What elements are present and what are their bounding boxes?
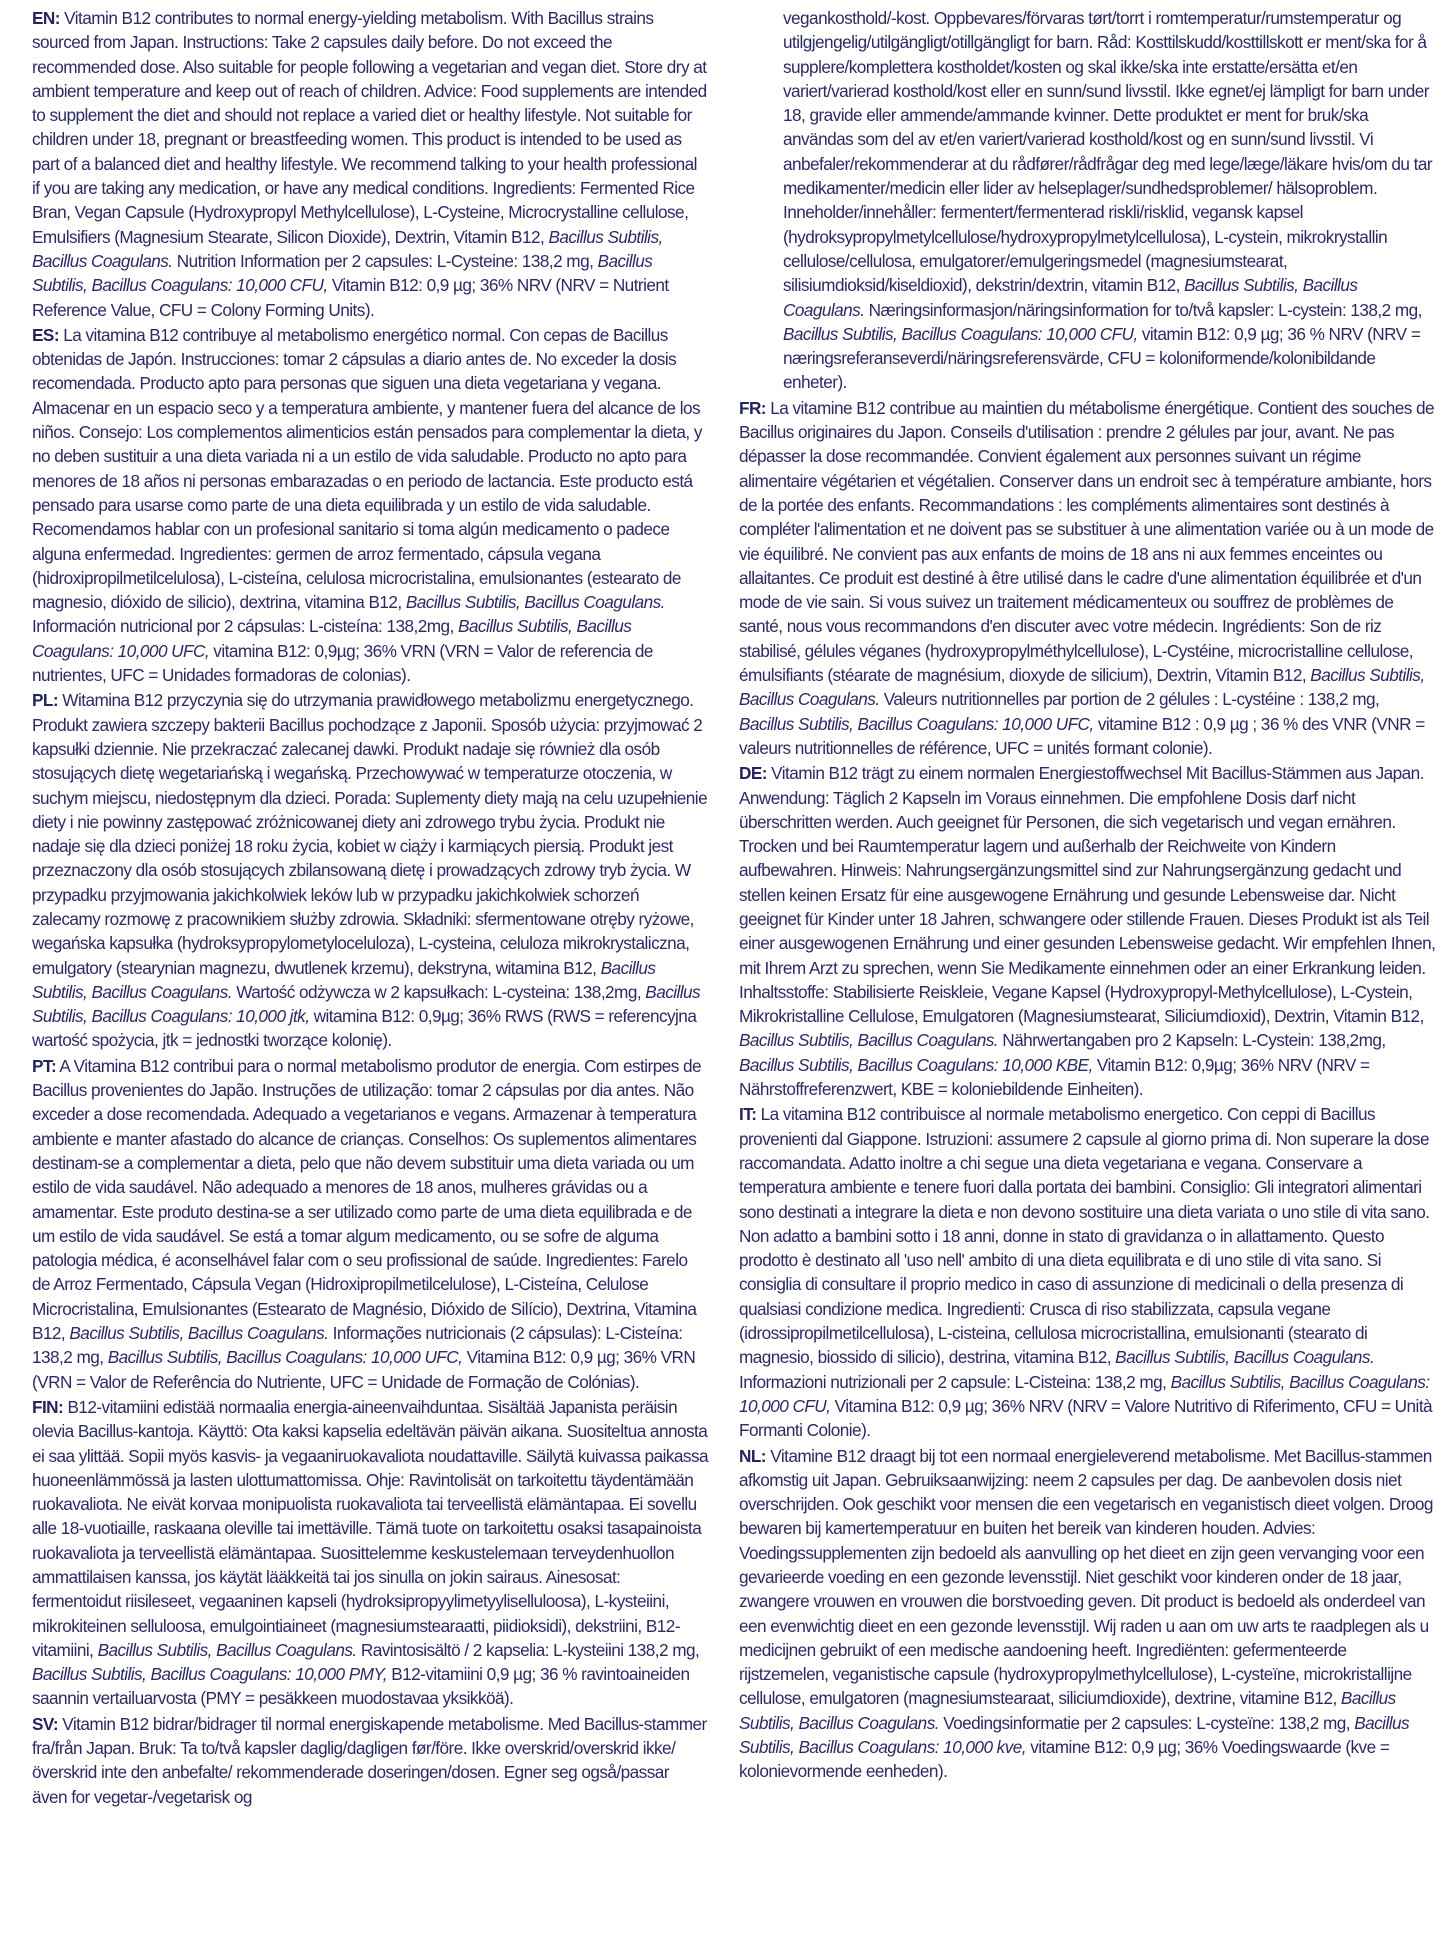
italic-text-segment: Bacillus Subtilis, Bacillus Coagulans: 10,000 CFU, <box>783 323 1138 344</box>
italic-text-segment: Bacillus Subtilis, Bacillus Coagulans. <box>97 1639 357 1660</box>
italic-text-segment: Bacillus Subtilis, Bacillus Coagulans: 10,000 CFU, <box>32 250 653 296</box>
italic-text-segment: Bacillus Subtilis, Bacillus Coagulans. <box>32 957 656 1002</box>
language-block <box>729 6 1437 395</box>
text-segment: Información nutricional por 2 cápsulas: L-cisteína: 138,2mg, <box>32 616 458 637</box>
text-segment: Vitamin B12: 0,9µg; 36% NRV (NRV = Nährstoffreferenzwert, KBE = koloniebildende Einheiten). <box>739 1054 1370 1100</box>
language-code: NL: <box>739 1445 766 1466</box>
italic-text-segment: Bacillus Subtilis, Bacillus Coagulans: 10,000 KBE, <box>739 1054 1093 1075</box>
language-code: SV: <box>32 1713 59 1734</box>
language-code: PL: <box>32 690 59 711</box>
italic-text-segment: Bacillus Subtilis, Bacillus Coagulans: 10,000 jtk, <box>32 981 701 1027</box>
language-block <box>32 1395 708 1711</box>
text-segment: Informações nutricionais (2 cápsulas): L-Cisteína: 138,2 mg, <box>32 1323 683 1368</box>
italic-text-segment: Bacillus Subtilis, Bacillus Coagulans: 10,000 UFC, <box>32 616 632 661</box>
italic-text-segment: Bacillus Subtilis, Bacillus Coagulans: 10,000 kve, <box>739 1712 1410 1758</box>
text-segment: Nutrition Information per 2 capsules: L-Cysteine: 138,2 mg, <box>172 250 598 271</box>
italic-text-segment: Bacillus Subtilis, Bacillus Coagulans. <box>739 1688 1396 1733</box>
italic-text-segment: Bacillus Subtilis, Bacillus Coagulans. <box>783 275 1358 320</box>
language-code: FR: <box>739 397 766 418</box>
text-segment: Wartość odżywcza w 2 kapsułkach: L-cysteina: 138,2mg, <box>231 981 646 1002</box>
language-code: DE: <box>739 763 767 784</box>
text-segment: B12-vitamiini edistää normaalia energia-aineenvaihduntaa. Sisältää Japanista peräisin olevia Bacillus-kantoja. Käyttö: Ota kaksi kapselia edeltävän päivän aikana. Suositeltua annosta ei saa ylittää. Sopii myös kasvis- ja vegaaniruokavaliota noudattaville. Säilytä kuivassa paikassa huoneenlämmössä ja lasten ulottumattomissa. Ohje: Ravintolisät on tarkoitettu täydentämään ruokavaliota. Ne eivät korvaa monipuolista ruokavaliota tai terveellistä elämäntapaa. Ei sovellu alle 18-vuotiaille, raskaana oleville tai imettäville. Tämä tuote on tarkoitettu osaksi tasapainoista ruokavaliota ja terveellistä elämäntapaa. Suosittelemme keskustelemaan terveydenhuollon ammattilaisen kanssa, jos käytät lääkkeitä tai jos sinulla on jokin sairaus. Ainesosat: fermentoidut riisileseet, vegaaninen kapseli (hydroksipropyylimetyyliselluloosa), L-kysteiini, mikrokiteinen selluloosa, emulgointiaineet (magnesiumstearaatti, piidioksidi), dekstriini, B12-vitamiini, <box>32 1396 708 1660</box>
text-segment: vitamine B12: 0,9 µg; 36% Voedingswaarde (kve = kolonievormende eenheden). <box>739 1737 1390 1782</box>
text-segment: Informazioni nutrizionali per 2 capsule: L-Cisteina: 138,2 mg, <box>739 1371 1171 1392</box>
text-segment: Ravintosisältö / 2 kapselia: L-kysteiini 138,2 mg, <box>356 1639 700 1660</box>
language-code: IT: <box>739 1104 757 1125</box>
italic-text-segment: Bacillus Subtilis, Bacillus Coagulans. <box>69 1323 329 1344</box>
text-segment: Voedingsinformatie per 2 capsules: L-cysteïne: 138,2 mg, <box>938 1712 1355 1733</box>
italic-text-segment: Bacillus Subtilis, Bacillus Coagulans. <box>739 1030 999 1051</box>
text-segment: Vitamin B12 bidrar/bidrager til normal energiskapende metabolisme. Med Bacillus-stammer fra/från Japan. Bruk: Ta to/två kapsler daglig/dagligen før/före. Ikke overskrid/overskrid ikke/överskrid inte den anbefalte/ rekommenderade doseringen/dosen. Egner seg også/passar även for vegetar-/vegetarisk og <box>32 1713 707 1807</box>
italic-text-segment: Bacillus Subtilis, Bacillus Coagulans. <box>405 592 665 613</box>
language-code: FIN: <box>32 1396 64 1417</box>
text-segment: vitamina B12: 0,9µg; 36% VRN (VRN = Valor de referencia de nutrientes, UFC = Unidades formadoras de colonias). <box>32 640 653 686</box>
text-segment: vitamin B12: 0,9 µg; 36 % NRV (NRV = næringsreferanseverdi/näringsreferensvärde, CFU = koloniformende/kolonibildande enheter). <box>783 323 1421 393</box>
italic-text-segment: Bacillus Subtilis, Bacillus Coagulans. <box>1115 1347 1375 1368</box>
text-segment: Vitamin B12 trägt zu einem normalen Energiestoffwechsel Mit Bacillus-Stämmen aus Japan. Anwendung: Täglich 2 Kapseln im Voraus einnehmen. Die empfohlene Dosis darf nicht überschritten werden. Auch geeignet für Personen, die sich vegetarisch und vegan ernähren. Trocken und bei Raumtemperatur lagern und außerhalb der Reichweite von Kindern aufbewahren. Hinweis: Nahrungsergänzungsmittel sind zur Nahrungsergänzung gedacht und stellen keinen Ersatz für eine ausgewogene Ernährung und gesunde Lebensweise dar. Nicht geeignet für Kinder unter 18 Jahren, schwangere oder stillende Frauen. Dieses Produkt ist als Teil einer ausgewogenen Ernährung und einer gesunden Lebensweise gedacht. Wir empfehlen Ihnen, mit Ihrem Arzt zu sprechen, wenn Sie Medikamente einnehmen oder an einer Erkrankung leiden. Inhaltsstoffe: Stabilisierte Reiskleie, Vegane Kapsel (Hydroxypropyl-Methylcellulose), L-Cystein, Mikrokristalline Cellulose, Emulgatoren (Magnesiumstearat, Siliciumdioxid), Dextrin, Vitamin B12, <box>739 763 1436 1027</box>
text-segment: Vitamina B12: 0,9 µg; 36% VRN (VRN = Valor de Referência do Nutriente, UFC = Unidade de Formação de Colónias). <box>32 1347 696 1392</box>
language-block <box>32 1054 708 1394</box>
text-segment: Nährwertangaben pro 2 Kapseln: L-Cystein: 138,2mg, <box>998 1030 1386 1051</box>
language-block <box>32 6 708 322</box>
italic-text-segment: Bacillus Subtilis, Bacillus Coagulans: 10,000 PMY, <box>32 1664 387 1685</box>
text-segment: Vitamin B12 contributes to normal energy-yielding metabolism. With Bacillus strains sourced from Japan. Instructions: Take 2 capsules daily before. Do not exceed the recommended dose. Also suitable for people following a vegetarian and vegan diet. Store dry at ambient temperature and keep out of reach of children. Advice: Food supplements are intended to supplement the diet and should not replace a varied diet or healthy lifestyle. Not suitable for children under 18, pregnant or breastfeeding women. This product is intended to be used as part of a balanced diet and healthy lifestyle. We recommend talking to your health professional if you are taking any medication, or have any medical conditions. Ingredients: Fermented Rice Bran, Vegan Capsule (Hydroxypropyl Methylcellulose), L-Cysteine, Microcrystalline cellulose, Emulsifiers (Magnesium Stearate, Silicon Dioxide), Dextrin, Vitamin B12, <box>32 8 707 247</box>
language-block <box>32 1712 708 1809</box>
text-segment: A Vitamina B12 contribui para o normal metabolismo produtor de energia. Com estirpes de Bacillus provenientes do Japão. Instruções de utilização: tomar 2 cápsulas por dia antes. Não exceder a dose recomendada. Adequado a vegetarianos e vegans. Armazenar à temperatura ambiente e manter afastado do alcance de crianças. Conselhos: Os suplementos alimentares destinam-se a complementar a dieta, pelo que não devem substituir uma dieta variada ou um estilo de vida saudável. Não adequado a menores de 18 anos, mulheres grávidas ou a amamentar. Este produto destina-se a ser utilizado como parte de uma dieta equilibrada e de um estilo de vida saudável. Se está a tomar algum medicamento, ou se sofre de alguma patologia médica, é aconselhável falar com o seu profissional de saúde. Ingredientes: Farelo de Arroz Fermentado, Cápsula Vegan (Hidroxipropilmetilcelulose), L-Cisteína, Celulose Microcristalina, Emulsionantes (Estearato de Magnésio, Dióxido de Silício), Dextrina, Vitamina B12, <box>32 1055 702 1344</box>
italic-text-segment: Bacillus Subtilis, Bacillus Coagulans: 10,000 UFC, <box>739 713 1094 734</box>
language-block <box>729 1444 1437 1784</box>
text-segment: witamina B12: 0,9µg; 36% RWS (RWS = referencyjna wartość spożycia, jtk = jednostki tworzące kolonię). <box>32 1006 697 1051</box>
language-code: ES: <box>32 324 60 345</box>
italic-text-segment: Bacillus Subtilis, Bacillus Coagulans. <box>32 226 663 271</box>
left-text-column <box>0 0 716 1941</box>
text-segment: La vitamine B12 contribue au maintien du métabolisme énergétique. Contient des souches de Bacillus originaires du Japon. Conseils d'utilisation : prendre 2 gélules par jour, avant. Ne pas dépasser la dose recommandée. Convient également aux personnes suivant un régime alimentaire végétarien et végétalien. Conserver dans un endroit sec à température ambiante, hors de la portée des enfants. Recommandations : les compléments alimentaires sont destinés à compléter l'alimentation et ne doivent pas se substituer à une alimentation variée ou à un mode de vie équilibré. Ne convient pas aux enfants de moins de 18 ans ni aux femmes enceintes ou allaitantes. Ce produit est destiné à être utilisé dans le cadre d'une alimentation équilibrée et d'un mode de vie sain. Si vous suivez un traitement médicamenteux ou souffrez de problèmes de santé, nous vous recommandons d'en discuter avec votre médecin. Ingrédients: Son de riz stabilisé, gélules véganes (hydroxypropylméthylcellulose), L-Cystéine, microcristalline cellulose, émulsifiants (stéarate de magnésium, dioxyde de silicium), Dextrin, Vitamin B12, <box>739 397 1435 686</box>
italic-text-segment: Bacillus Subtilis, Bacillus Coagulans. <box>739 665 1425 710</box>
language-block <box>32 688 708 1052</box>
text-segment: La vitamina B12 contribuisce al normale metabolismo energetico. Con ceppi di Bacillus provenienti dal Giappone. Istruzioni: assumere 2 capsule al giorno prima di. Non superare la dose raccomandata. Adatto inoltre a chi segue una dieta vegetariana e vegana. Conservare a temperatura ambiente e tenere fuori dalla portata dei bambini. Consiglio: Gli integratori alimentari sono destinati a integrare la dieta e non devono sostituire una dieta variata o uno stile di vita sano. Non adatto a bambini sotto i 18 anni, donne in stato di gravidanza o in allattamento. Questo prodotto è destinato all 'uso nell' ambito di una dieta equilibrata e di uno stile di vita sano. Si consiglia di consultare il proprio medico in caso di assunzione di medicinali o della presenza di qualsiasi condizione medica. Ingredienti: Crusca di riso stabilizzata, capsula vegane (idrossipropilmetilcellulosa), L-cisteina, cellulosa microcristallina, emulsionanti (stearato di magnesio, biossido di silicio), destrina, vitamina B12, <box>739 1104 1430 1368</box>
right-text-column <box>729 0 1445 1941</box>
text-segment: La vitamina B12 contribuye al metabolismo energético normal. Con cepas de Bacillus obtenidas de Japón. Instrucciones: tomar 2 cápsulas a diario antes de. No exceder la dosis recomendada. Producto apto para personas que siguen una dieta vegetariana y vegana. Almacenar en un espacio seco y a temperatura ambiente, y mantener fuera del alcance de los niños. Consejo: Los complementos alimenticios están pensados para complementar la dieta, y no deben sustituir a una dieta variada ni a un estilo de vida saludable. Producto no apto para menores de 18 años ni personas embarazadas o en periodo de lactancia. Este producto está pensado para usarse como parte de una dieta equilibrada y un estilo de vida saludable. Recomendamos hablar con un profesional sanitario si toma algún medicamento o padece alguna enfermedad. Ingredientes: germen de arroz fermentado, cápsula vegana (hidroxipropilmetilcelulosa), L-cisteína, celulosa microcristalina, emulsionantes (estearato de magnesio, dióxido de silicio), dextrina, vitamina B12, <box>32 324 702 613</box>
text-segment: vegankosthold/-kost. Oppbevares/förvaras tørt/torrt i romtemperatur/rumstemperatur og utilgjengelig/utilgängligt/otillgängligt for barn. Råd: Kosttilskudd/kosttillskott er ment/ska for å supplere/komplettera kostholdet/kosten og skal ikke/ska inte erstatte/ersätta et/en variert/varierad kosthold/kost eller en sunn/sund livsstil. Ikke egnet/ej lämpligt for barn under 18, gravide eller ammende/ammande kvinner. Dette produktet er ment for bruk/ska användas som del av et/en variert/varierad kosthold/kost og en sunn/sund livsstil. Vi anbefaler/rekommenderar at du rådfører/rådfrågar deg med lege/læge/läkare hvis/om du tar medikamenter/medicin eller lider av helseplager/sundhedsproblemer/ hälsoproblem. Inneholder/innehåller: fermentert/fermenterad riskli/risklid, vegansk kapsel (hydroksypropylmetylcellulose/hydroxypropylmetylcellulosa), L-cystein, mikrokrystallin cellulose/cellulosa, emulgatorer/emulgeringsmedel (magnesiumstearat, silisiumdioksid/kiseldioxid), dekstrin/dextrin, vitamin B12, <box>783 8 1433 296</box>
language-block <box>729 1102 1437 1442</box>
language-code: EN: <box>32 8 60 28</box>
text-segment: Vitamin B12: 0,9 µg; 36% NRV (NRV = Nutrient Reference Value, CFU = Colony Forming Units). <box>32 275 669 320</box>
language-code: PT: <box>32 1055 57 1076</box>
text-segment: Witamina B12 przyczynia się do utrzymania prawidłowego metabolizmu energetycznego. Produkt zawiera szczepy bakterii Bacillus pochodzące z Japonii. Sposób użycia: przyjmować 2 kapsułki dziennie. Nie przekraczać zalecanej dawki. Produkt nadaje się również dla osób stosujących dietę wegetariańską i wegańską. Przechowywać w temperaturze otoczenia, w suchym miejscu, niedostępnym dla dzieci. Porada: Suplementy diety mają na celu uzupełnienie diety i nie powinny zastępować zróżnicowanej diety ani zdrowego trybu życia. Produkt nie nadaje się dla dzieci poniżej 18 roku życia, kobiet w ciąży i karmiących piersią. Produkt jest przeznaczony dla osób stosujących zbilansowaną dietę i prowadzących zdrowy tryb życia. W przypadku przyjmowania jakichkolwiek leków lub w przypadku jakichkolwiek schorzeń zalecamy rozmowę z pracownikiem służby zdrowia. Składniki: sfermentowane otręby ryżowe, wegańska kapsułka (hydroksypropylometyloceluloza), L-cysteina, celuloza mikrokrystaliczna, emulgatory (stearynian magnezu, dwutlenek krzemu), dekstryna, witamina B12, <box>32 690 708 978</box>
text-segment: B12-vitamiini 0,9 µg; 36 % ravintoaineiden saannin vertailuarvosta (PMY = pesäkkeen muodostavaa yksikköä). <box>32 1664 690 1709</box>
language-block <box>729 396 1437 760</box>
language-block <box>729 761 1437 1101</box>
language-block <box>32 323 708 687</box>
italic-text-segment: Bacillus Subtilis, Bacillus Coagulans: 10,000 UFC, <box>107 1347 463 1368</box>
text-segment: Valeurs nutritionnelles par portion de 2 gélules : L-cystéine : 138,2 mg, <box>879 689 1380 710</box>
italic-text-segment: Bacillus Subtilis, Bacillus Coagulans: 10,000 CFU, <box>739 1371 1430 1416</box>
text-segment: Vitamine B12 draagt bij tot een normaal energieleverend metabolisme. Met Bacillus-stammen afkomstig uit Japan. Gebruiksaanwijzing: neem 2 capsules per dag. De aanbevolen dosis niet overschrijden. Ook geschikt voor mensen die een vegetarisch en veganistisch dieet volgen. Droog bewaren bij kamertemperatuur en buiten het bereik van kinderen houden. Advies: Voedingssupplementen zijn bedoeld als aanvulling op het dieet en zijn geen vervanging voor een gevarieerde voeding en een gezonde levensstijl. Niet geschikt voor kinderen onder de 18 jaar, zwangere vrouwen en vrouwen die borstvoeding geven. Dit product is bedoeld als onderdeel van een evenwichtig dieet en een gezonde levensstijl. Wij raden u aan om uw arts te raadplegen als u medicijnen gebruikt of een medische aandoening heeft. Ingrediënten: gefermenteerde rijstzemelen, veganistische capsule (hydroxypropylmethylcellulose), L-cysteïne, microkristallijne cellulose, emulgatoren (magnesiumstearaat, siliciumdioxide), dextrine, vitamine B12, <box>739 1445 1433 1709</box>
text-segment: Vitamina B12: 0,9 µg; 36% NRV (NRV = Valore Nutritivo di Riferimento, CFU = Unità Formanti Colonie). <box>739 1395 1433 1441</box>
text-segment: vitamine B12 : 0,9 µg ; 36 % des VNR (VNR = valeurs nutritionnelles de référence, UFC = unités formant colonie). <box>739 713 1425 758</box>
text-segment: Næringsinformasjon/näringsinformation for to/två kapsler: L-cystein: 138,2 mg, <box>864 299 1422 320</box>
